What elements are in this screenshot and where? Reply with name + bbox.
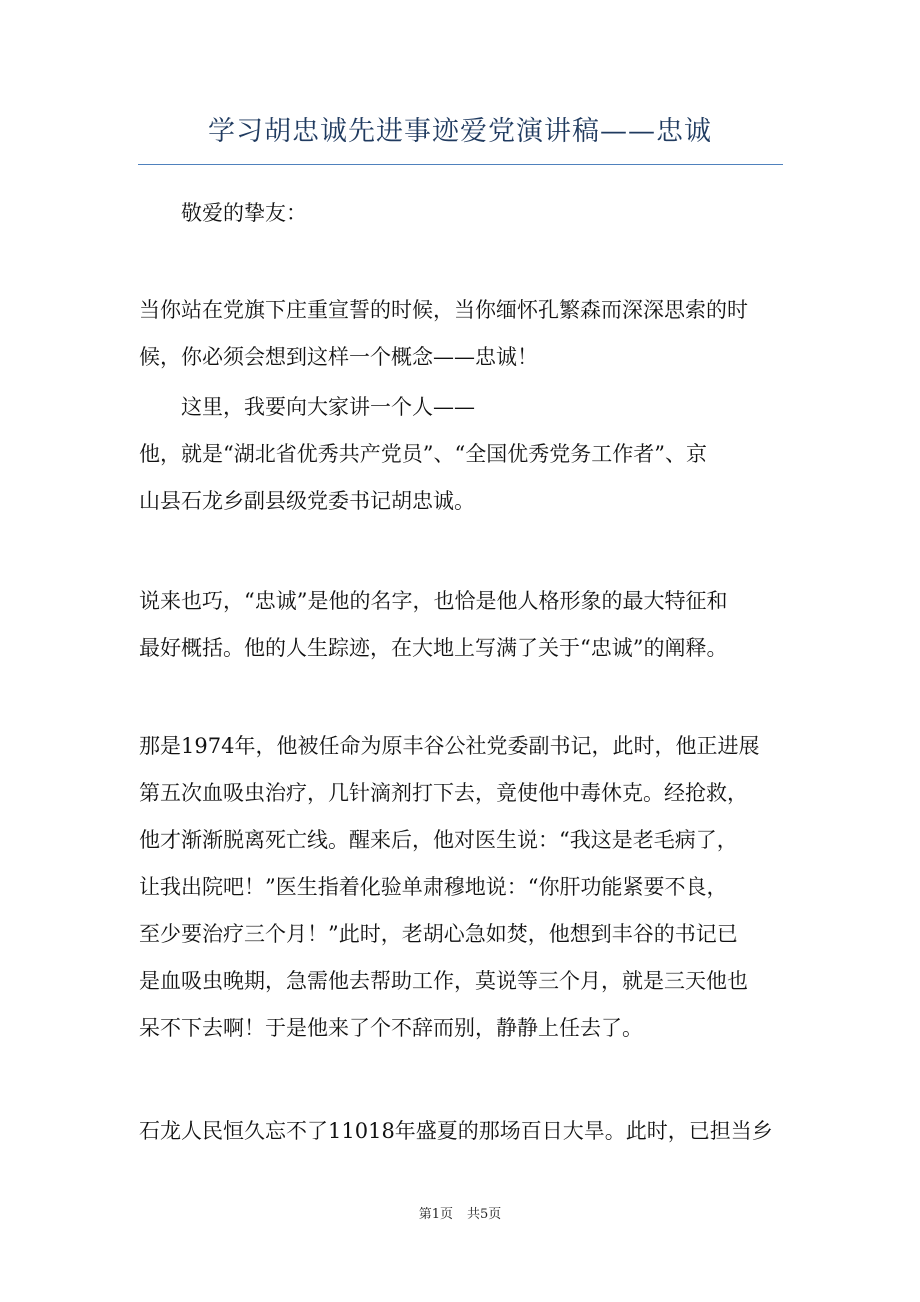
paragraph-2 [139, 384, 781, 431]
salutation-line: 敬爱的挚友： [181, 201, 307, 225]
text-line: 呆不下去啊！于是他来了个不辞而别，静静上任去了。 [139, 1016, 643, 1040]
text-line: 第五次血吸虫治疗，几针滴剂打下去，竟使他中毒休克。经抢救， [139, 781, 748, 805]
paragraph [139, 1108, 781, 1155]
paragraph [139, 431, 781, 525]
text-line: 是血吸虫晚期，急需他去帮助工作，莫说等三个月，就是三天他也 [139, 969, 748, 993]
page-number: 第1页 [418, 1207, 453, 1222]
salutation [139, 190, 781, 237]
text-line: 当你站在党旗下庄重宣誓的时候，当你缅怀孔繁森而深深思索的时 [139, 298, 748, 322]
paragraph-5 [139, 723, 781, 1052]
page-total: 共5页 [467, 1207, 502, 1222]
text-line: 这里，我要向大家讲一个人—— [181, 395, 475, 419]
paragraph [139, 578, 781, 672]
paragraph-4 [139, 578, 781, 672]
paragraph [139, 384, 781, 431]
paragraph-6 [139, 1108, 781, 1155]
text-line: 石龙人民恒久忘不了11018年盛夏的那场百日大旱。此时，已担当乡 [139, 1119, 773, 1143]
document-title: 学习胡忠诚先进事迹爱党演讲稿——忠诚 [208, 116, 712, 147]
paragraph-3 [139, 431, 781, 525]
text-line: 那是1974年，他被任命为原丰谷公社党委副书记，此时，他正进展 [139, 734, 760, 758]
text-line: 他，就是“湖北省优秀共产党员”、“全国优秀党务工作者”、京 [139, 442, 707, 466]
text-line: 候，你必须会想到这样一个概念——忠诚！ [139, 345, 538, 369]
title-underline [138, 164, 783, 165]
text-line: 让我出院吧！”医生指着化验单肃穆地说：“你肝功能紧要不良， [139, 875, 728, 899]
salutation-block [139, 190, 781, 237]
text-line: 山县石龙乡副县级党委书记胡忠诚。 [139, 489, 475, 513]
paragraph-1 [139, 287, 781, 381]
text-line: 至少要治疗三个月！”此时，老胡心急如焚，他想到丰谷的书记已 [139, 922, 738, 946]
paragraph [139, 287, 781, 381]
text-line: 他才渐渐脱离死亡线。醒来后，他对医生说：“我这是老毛病了， [139, 828, 738, 852]
paragraph [139, 723, 781, 1052]
text-line: 最好概括。他的人生踪迹，在大地上写满了关于“忠诚”的阐释。 [139, 636, 728, 660]
text-line: 说来也巧，“忠诚”是他的名字，也恰是他人格形象的最大特征和 [139, 589, 728, 613]
page-footer [0, 1203, 920, 1222]
